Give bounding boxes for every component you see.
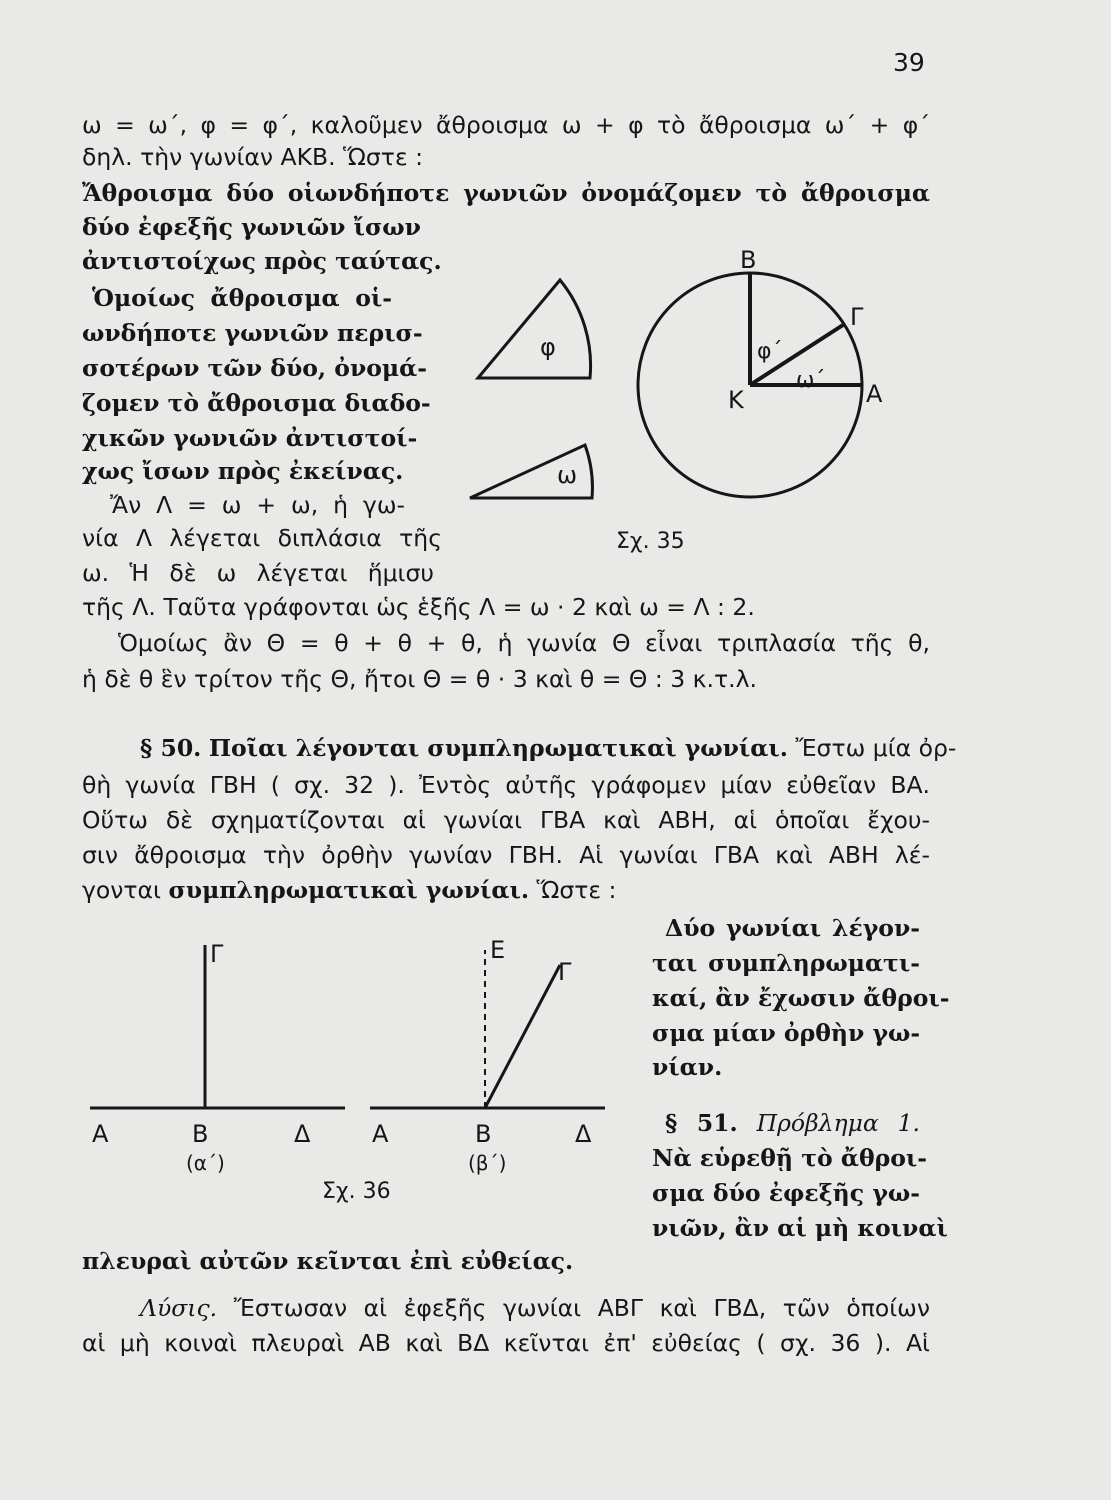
figure-36-caption: Σχ. 36	[322, 1179, 391, 1204]
label-B-b: Β	[475, 1120, 492, 1148]
definition-line: ωνδήποτε γωνιῶν περισ-	[82, 319, 423, 347]
definition-line: Δύο γωνίαι λέγον-	[665, 914, 920, 942]
text-fragment: Ἔστωσαν αἱ ἐφεξῆς γωνίαι ΑΒΓ καὶ ΓΒΔ, τῶν ὁποίων	[233, 1294, 930, 1322]
definition-line: νίαν.	[652, 1053, 723, 1081]
problem-line: πλευραὶ αὐτῶν κεῖνται ἐπὶ εὐθείας.	[82, 1247, 574, 1275]
definition-line: χως ἴσων πρὸς ἐκείνας.	[82, 457, 404, 485]
section-number: § 51.	[665, 1109, 738, 1137]
label-A-b: Α	[372, 1120, 389, 1148]
label-K: Κ	[728, 386, 744, 414]
label-G-b: Γ	[558, 958, 572, 986]
definition-line: Ὁμοίως ἄθροισμα οἱ-	[92, 284, 392, 312]
text-line: θὴ γωνία ΓΒΗ ( σχ. 32 ). Ἐντὸς αὐτῆς γράφομεν μίαν εὐθεῖαν ΒΑ.	[82, 771, 930, 799]
fig36-b-label: (β΄)	[468, 1151, 507, 1175]
definition-line: ται συμπληρωματι-	[652, 949, 920, 977]
definition-line: καί, ἂν ἔχωσιν ἄθροι-	[652, 984, 950, 1012]
term-bold: συμπληρωματικαὶ γωνίαι.	[168, 876, 530, 904]
label-D-b: Δ	[575, 1120, 592, 1148]
label-phi-prime: φ΄	[757, 339, 783, 364]
solution-line	[140, 1293, 930, 1323]
definition-line: ζομεν τὸ ἄθροισμα διαδο-	[82, 389, 431, 417]
text-line	[82, 875, 616, 905]
text-fragment: Ὥστε :	[529, 876, 617, 904]
label-B: Β	[740, 246, 757, 274]
text-line: νία Λ λέγεται διπλάσια τῆς	[82, 524, 442, 552]
text-line: ἡ δὲ θ ἓν τρίτον τῆς Θ, ἤτοι Θ = θ · 3 καὶ θ = Θ : 3 κ.τ.λ.	[82, 665, 757, 693]
solution-label: Λύσις.	[140, 1294, 218, 1322]
text-line: σιν ἄθροισμα τὴν ὀρθὴν γωνίαν ΓΒΗ. Αἱ γωνίαι ΓΒΑ καὶ ΑΒΗ λέ-	[82, 841, 930, 869]
section-51-heading	[665, 1108, 920, 1138]
label-omega-prime: ω΄	[796, 368, 826, 393]
problem-line: Νὰ εὑρεθῇ τὸ ἄθροι-	[652, 1144, 928, 1172]
definition-line: σοτέρων τῶν δύο, ὀνομά-	[82, 354, 427, 382]
text-line: τῆς Λ. Ταῦτα γράφονται ὡς ἑξῆς Λ = ω · 2 καὶ ω = Λ : 2.	[82, 593, 755, 621]
section-50-heading	[140, 733, 957, 763]
text-line: Οὕτω δὲ σχηματίζονται αἱ γωνίαι ΓΒΑ καὶ ΑΒΗ, αἱ ὁποῖαι ἔχου-	[82, 806, 930, 834]
label-G-a: Γ	[210, 940, 224, 968]
text-fragment: Ἔστω μία ὀρ-	[795, 734, 957, 762]
page-number: 39	[893, 48, 925, 77]
label-omega: ω	[557, 461, 578, 489]
problem-label: Πρόβλημα 1.	[756, 1109, 920, 1137]
sector-phi	[478, 280, 591, 378]
solution-line: αἱ μὴ κοιναὶ πλευραὶ ΑΒ καὶ ΒΔ κεῖνται ἐπ' εὐθείας ( σχ. 36 ). Αἱ	[82, 1329, 930, 1357]
definition-line: σμα μίαν ὀρθὴν γω-	[652, 1019, 921, 1047]
figure-35	[460, 230, 930, 570]
section-number: § 50.	[140, 734, 202, 762]
definition-line: Ἄθροισμα δύο οἱωνδήποτε γωνιῶν ὀνομάζομεν τὸ ἄθροισμα	[82, 179, 930, 207]
problem-line: σμα δύο ἐφεξῆς γω-	[652, 1179, 920, 1207]
fig36-a-label: (α΄)	[186, 1151, 225, 1175]
ray-BG-b	[485, 965, 560, 1108]
figure-35-caption: Σχ. 35	[616, 529, 685, 554]
label-G: Γ	[850, 303, 864, 331]
label-B-a: Β	[192, 1120, 209, 1148]
definition-line: δύο ἐφεξῆς γωνιῶν ἴσων	[82, 213, 421, 241]
text-line: Ἄν Λ = ω + ω, ἡ γω-	[110, 491, 405, 519]
figure-36	[80, 930, 640, 1210]
section-title: Ποῖαι λέγονται συμπληρωματικαὶ γωνίαι.	[208, 734, 788, 762]
label-D-a: Δ	[294, 1120, 311, 1148]
text-line: ω = ω΄, φ = φ΄, καλοῦμεν ἄθροισμα ω + φ τὸ ἄθροισμα ω΄ + φ΄	[82, 111, 930, 139]
definition-line: χικῶν γωνιῶν ἀντιστοί-	[82, 424, 418, 452]
label-A-a: Α	[92, 1120, 109, 1148]
text-line: ω. Ἡ δὲ ω λέγεται ἥμισυ	[82, 559, 434, 587]
problem-line: νιῶν, ἂν αἱ μὴ κοιναὶ	[652, 1214, 948, 1242]
text-fragment: γονται	[82, 876, 169, 904]
label-phi: φ	[540, 333, 556, 361]
label-A: Α	[866, 380, 883, 408]
definition-line: ἀντιστοίχως πρὸς ταύτας.	[82, 247, 442, 275]
label-E-b: Ε	[490, 936, 506, 964]
text-line: δηλ. τὴν γωνίαν ΑΚΒ. Ὥστε :	[82, 143, 424, 171]
text-line: Ὁμοίως ἂν Θ = θ + θ + θ, ἡ γωνία Θ εἶναι τριπλασία τῆς θ,	[118, 629, 930, 657]
